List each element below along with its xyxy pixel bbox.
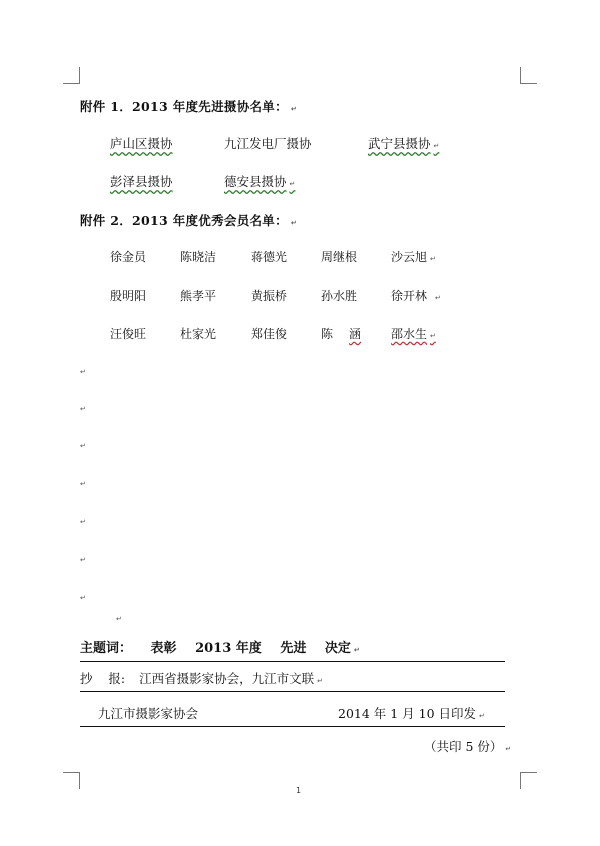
paragraph-mark: ↵ <box>80 368 86 376</box>
member-name: 沙云旭 ↵ <box>391 250 436 264</box>
paragraph-mark: ↵ <box>80 518 86 526</box>
member-name: 杜家光 <box>180 327 217 341</box>
org-pengze: 彭泽县摄协 <box>110 174 173 189</box>
subject-words: 主题词： 表彰 2013 年度 先进 决定 ↵ <box>80 641 360 656</box>
divider-line <box>80 661 505 662</box>
paragraph-mark: ↵ <box>80 405 86 413</box>
member-name: 蒋德光 <box>251 250 288 264</box>
crop-mark-top-right <box>520 67 537 84</box>
crop-mark-top-left <box>63 67 80 84</box>
divider-line <box>80 726 505 727</box>
copies-count: （共印 5 份） ↵ <box>424 739 512 754</box>
member-name: 徐金员 <box>110 250 147 264</box>
member-name: 熊孝平 <box>180 289 217 303</box>
attachment1-heading: 附件 1．2013 年度先进摄协名单： ↵ <box>80 99 298 114</box>
attachment2-heading: 附件 2．2013 年度优秀会员名单： ↵ <box>80 213 298 228</box>
member-name: 汪俊旺 <box>110 327 147 341</box>
member-name: 郑佳俊 <box>251 327 288 341</box>
divider-line <box>80 691 505 692</box>
paragraph-mark: ↵ <box>80 442 86 450</box>
member-name: 邵水生 ↵ <box>391 327 436 341</box>
member-name: 徐开林 ↵ <box>391 289 441 303</box>
member-name: 孙水胜 <box>321 289 358 303</box>
org-jiujiang-power: 九江发电厂摄协 <box>224 136 312 151</box>
crop-mark-bottom-right <box>520 772 537 789</box>
member-name: 殷明阳 <box>110 289 147 303</box>
member-name: 周继根 <box>321 250 358 264</box>
cc-line: 抄 报: 江西省摄影家协会，九江市文联 ↵ <box>80 671 323 686</box>
paragraph-mark: ↵ <box>116 615 122 623</box>
page-number: 1 <box>296 786 302 795</box>
org-dean: 德安县摄协 ↵ <box>224 174 296 189</box>
member-name: 涵 <box>349 327 362 341</box>
org-lushan: 庐山区摄协 <box>110 136 173 151</box>
issuer: 九江市摄影家协会 <box>98 706 199 721</box>
paragraph-mark: ↵ <box>80 594 86 602</box>
crop-mark-bottom-left <box>63 772 80 789</box>
org-wuning: 武宁县摄协 ↵ <box>368 136 440 151</box>
member-name: 陈晓洁 <box>180 250 217 264</box>
paragraph-mark: ↵ <box>80 480 86 488</box>
member-name: 黄振桥 <box>251 289 288 303</box>
issue-date: 2014 年 1 月 10 日印发 ↵ <box>338 706 485 721</box>
paragraph-mark: ↵ <box>80 556 86 564</box>
member-name: 陈 <box>321 327 334 341</box>
